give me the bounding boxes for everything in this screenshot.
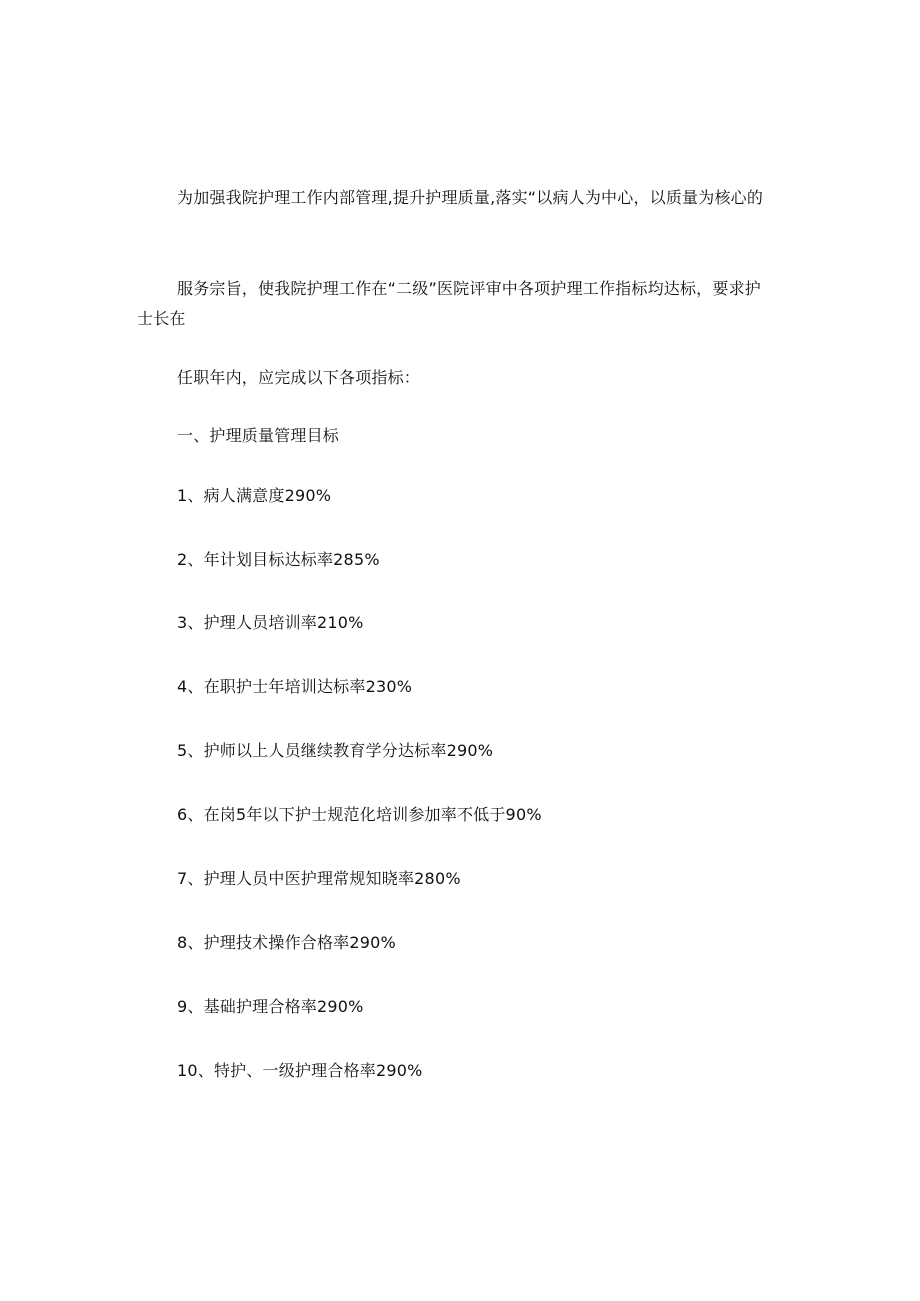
list-item: 4、在职护士年培训达标率230% [177,677,413,696]
list-item: 5、护师以上人员继续教育学分达标率290% [177,741,494,760]
intro-paragraph-1: 为加强我院护理工作内部管理,提升护理质量,落实“以病人为中心，以质量为核心的 [177,188,764,207]
list-item: 1、病人满意度290% [177,486,332,505]
list-item: 10、特护、一级护理合格率290% [177,1061,423,1080]
intro-paragraph-3: 任职年内，应完成以下各项指标： [177,368,421,387]
intro-paragraph-2: 服务宗旨，使我院护理工作在“二级”医院评审中各项护理工作指标均达标，要求护士长在 [137,279,761,328]
list-item: 2、年计划目标达标率285% [177,550,380,569]
list-item: 7、护理人员中医护理常规知晓率280% [177,869,461,888]
list-item: 3、护理人员培训率210% [177,613,364,632]
list-item: 9、基础护理合格率290% [177,997,364,1016]
section-heading: 一、护理质量管理目标 [177,426,340,445]
list-item: 8、护理技术操作合格率290% [177,933,396,952]
list-item: 6、在岗5年以下护士规范化培训参加率不低于90% [177,805,542,824]
